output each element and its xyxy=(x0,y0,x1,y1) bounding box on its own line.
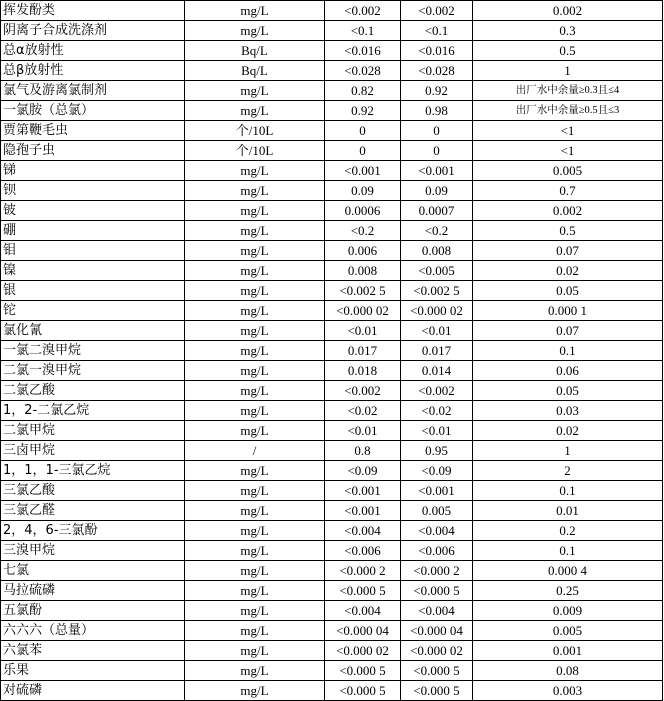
item-name-cell: 五氯酚 xyxy=(1,601,185,621)
limit-value-cell: 0.005 xyxy=(473,621,663,641)
measured-value-2-cell: <0.01 xyxy=(401,321,473,341)
item-name-cell: 六氯苯 xyxy=(1,641,185,661)
measured-value-1-cell: <0.002 xyxy=(325,381,401,401)
unit-cell: mg/L xyxy=(185,281,325,301)
unit-cell: mg/L xyxy=(185,621,325,641)
item-name-cell: 贾第鞭毛虫 xyxy=(1,121,185,141)
limit-value-cell: 0.1 xyxy=(473,541,663,561)
unit-cell: Bq/L xyxy=(185,41,325,61)
limit-value-cell: 0.05 xyxy=(473,281,663,301)
item-name-cell: 硼 xyxy=(1,221,185,241)
unit-cell: mg/L xyxy=(185,181,325,201)
unit-cell: mg/L xyxy=(185,581,325,601)
measured-value-2-cell: <0.000 04 xyxy=(401,621,473,641)
measured-value-2-cell: <0.002 xyxy=(401,1,473,21)
measured-value-1-cell: <0.000 02 xyxy=(325,641,401,661)
measured-value-2-cell: 0 xyxy=(401,141,473,161)
unit-cell: mg/L xyxy=(185,561,325,581)
measured-value-2-cell: <0.000 2 xyxy=(401,561,473,581)
unit-cell: mg/L xyxy=(185,541,325,561)
table-row xyxy=(1,341,663,361)
measured-value-1-cell: 0.017 xyxy=(325,341,401,361)
measured-value-1-cell: <0.000 5 xyxy=(325,581,401,601)
unit-cell: mg/L xyxy=(185,481,325,501)
measured-value-1-cell: 0.92 xyxy=(325,101,401,121)
limit-value-cell: 出厂水中余量≥0.5且≤3 xyxy=(473,101,663,121)
item-name-cell: 2，4，6-三氯酚 xyxy=(1,521,185,541)
measured-value-2-cell: <0.02 xyxy=(401,401,473,421)
table-row xyxy=(1,501,663,521)
item-name-cell: 氯化氰 xyxy=(1,321,185,341)
limit-value-cell: 0.009 xyxy=(473,601,663,621)
limit-value-cell: <1 xyxy=(473,141,663,161)
measured-value-2-cell: <0.2 xyxy=(401,221,473,241)
measured-value-2-cell: 0.0007 xyxy=(401,201,473,221)
measured-value-1-cell: <0.028 xyxy=(325,61,401,81)
unit-cell: mg/L xyxy=(185,301,325,321)
item-name-cell: 二氯甲烷 xyxy=(1,421,185,441)
limit-value-cell: 0.07 xyxy=(473,321,663,341)
table-row xyxy=(1,361,663,381)
unit-cell: mg/L xyxy=(185,1,325,21)
item-name-cell: 1，2-二氯乙烷 xyxy=(1,401,185,421)
unit-cell: mg/L xyxy=(185,241,325,261)
measured-value-2-cell: 0.95 xyxy=(401,441,473,461)
unit-cell: mg/L xyxy=(185,161,325,181)
table-row xyxy=(1,141,663,161)
limit-value-cell: 0.25 xyxy=(473,581,663,601)
measured-value-2-cell: 0.09 xyxy=(401,181,473,201)
unit-cell: mg/L xyxy=(185,261,325,281)
measured-value-1-cell: 0.0006 xyxy=(325,201,401,221)
measured-value-1-cell: <0.001 xyxy=(325,481,401,501)
limit-value-cell: 0.1 xyxy=(473,341,663,361)
item-name-cell: 三氯乙醛 xyxy=(1,501,185,521)
item-name-cell: 铊 xyxy=(1,301,185,321)
limit-value-cell: 0.3 xyxy=(473,21,663,41)
measured-value-2-cell: 0.005 xyxy=(401,501,473,521)
limit-value-cell: 0.06 xyxy=(473,361,663,381)
table-row xyxy=(1,41,663,61)
table-row xyxy=(1,121,663,141)
table-row xyxy=(1,461,663,481)
limit-value-cell: 0.08 xyxy=(473,661,663,681)
limit-value-cell: 1 xyxy=(473,61,663,81)
limit-value-cell: 2 xyxy=(473,461,663,481)
measured-value-2-cell: 0.008 xyxy=(401,241,473,261)
table-row xyxy=(1,441,663,461)
limit-value-cell: 0.002 xyxy=(473,201,663,221)
measured-value-1-cell: 0.018 xyxy=(325,361,401,381)
item-name-cell: 二氯乙酸 xyxy=(1,381,185,401)
item-name-cell: 挥发酚类 xyxy=(1,1,185,21)
measured-value-2-cell: <0.002 5 xyxy=(401,281,473,301)
measured-value-1-cell: <0.1 xyxy=(325,21,401,41)
unit-cell: 个/10L xyxy=(185,121,325,141)
measured-value-2-cell: <0.000 02 xyxy=(401,641,473,661)
unit-cell: mg/L xyxy=(185,501,325,521)
item-name-cell: 钡 xyxy=(1,181,185,201)
table-row xyxy=(1,101,663,121)
table-row xyxy=(1,1,663,21)
table-row xyxy=(1,61,663,81)
limit-value-cell: 0.7 xyxy=(473,181,663,201)
measured-value-1-cell: <0.000 5 xyxy=(325,661,401,681)
table-row xyxy=(1,321,663,341)
measured-value-1-cell: <0.01 xyxy=(325,421,401,441)
measured-value-2-cell: 0.98 xyxy=(401,101,473,121)
table-row xyxy=(1,661,663,681)
item-name-cell: 隐孢子虫 xyxy=(1,141,185,161)
item-name-cell: 三卤甲烷 xyxy=(1,441,185,461)
item-name-cell: 钼 xyxy=(1,241,185,261)
unit-cell: mg/L xyxy=(185,101,325,121)
table-row xyxy=(1,541,663,561)
table-row xyxy=(1,181,663,201)
table-row xyxy=(1,161,663,181)
limit-value-cell: 0.000 4 xyxy=(473,561,663,581)
unit-cell: Bq/L xyxy=(185,61,325,81)
item-name-cell: 六六六（总量） xyxy=(1,621,185,641)
item-name-cell: 对硫磷 xyxy=(1,681,185,701)
item-name-cell: 锑 xyxy=(1,161,185,181)
measured-value-1-cell: <0.02 xyxy=(325,401,401,421)
measured-value-1-cell: <0.001 xyxy=(325,501,401,521)
table-row xyxy=(1,561,663,581)
item-name-cell: 总α放射性 xyxy=(1,41,185,61)
measured-value-2-cell: <0.1 xyxy=(401,21,473,41)
table-row xyxy=(1,241,663,261)
item-name-cell: 马拉硫磷 xyxy=(1,581,185,601)
unit-cell: mg/L xyxy=(185,201,325,221)
unit-cell: mg/L xyxy=(185,21,325,41)
unit-cell: mg/L xyxy=(185,601,325,621)
table-row xyxy=(1,401,663,421)
item-name-cell: 七氯 xyxy=(1,561,185,581)
measured-value-1-cell: <0.016 xyxy=(325,41,401,61)
measured-value-2-cell: <0.001 xyxy=(401,481,473,501)
measured-value-2-cell: 0.014 xyxy=(401,361,473,381)
limit-value-cell: 0.5 xyxy=(473,41,663,61)
measured-value-1-cell: <0.006 xyxy=(325,541,401,561)
measured-value-1-cell: 0.006 xyxy=(325,241,401,261)
item-name-cell: 镍 xyxy=(1,261,185,281)
measured-value-1-cell: <0.002 5 xyxy=(325,281,401,301)
table-row xyxy=(1,201,663,221)
measured-value-1-cell: 0 xyxy=(325,141,401,161)
limit-value-cell: 0.02 xyxy=(473,261,663,281)
measured-value-2-cell: <0.005 xyxy=(401,261,473,281)
table-row xyxy=(1,301,663,321)
measured-value-2-cell: <0.000 5 xyxy=(401,681,473,701)
measured-value-2-cell: 0.017 xyxy=(401,341,473,361)
table-row xyxy=(1,621,663,641)
item-name-cell: 三氯乙酸 xyxy=(1,481,185,501)
measured-value-2-cell: <0.002 xyxy=(401,381,473,401)
table-row xyxy=(1,601,663,621)
measured-value-2-cell: <0.01 xyxy=(401,421,473,441)
measured-value-2-cell: <0.09 xyxy=(401,461,473,481)
table-row xyxy=(1,221,663,241)
table-row xyxy=(1,581,663,601)
unit-cell: 个/10L xyxy=(185,141,325,161)
table-row xyxy=(1,381,663,401)
table-row xyxy=(1,21,663,41)
measured-value-1-cell: 0.09 xyxy=(325,181,401,201)
limit-value-cell: 出厂水中余量≥0.3且≤4 xyxy=(473,81,663,101)
table-row xyxy=(1,521,663,541)
measured-value-2-cell: 0.92 xyxy=(401,81,473,101)
limit-value-cell: 0.5 xyxy=(473,221,663,241)
unit-cell: / xyxy=(185,441,325,461)
measured-value-1-cell: <0.001 xyxy=(325,161,401,181)
limit-value-cell: 0.02 xyxy=(473,421,663,441)
limit-value-cell: 0.002 xyxy=(473,1,663,21)
limit-value-cell: 0.005 xyxy=(473,161,663,181)
measured-value-1-cell: <0.004 xyxy=(325,521,401,541)
measured-value-2-cell: <0.000 02 xyxy=(401,301,473,321)
measured-value-1-cell: <0.01 xyxy=(325,321,401,341)
measured-value-1-cell: <0.000 02 xyxy=(325,301,401,321)
table-row xyxy=(1,81,663,101)
item-name-cell: 一氯二溴甲烷 xyxy=(1,341,185,361)
limit-value-cell: <1 xyxy=(473,121,663,141)
measured-value-2-cell: <0.001 xyxy=(401,161,473,181)
measured-value-2-cell: <0.000 5 xyxy=(401,661,473,681)
measured-value-1-cell: <0.002 xyxy=(325,1,401,21)
measured-value-1-cell: <0.004 xyxy=(325,601,401,621)
unit-cell: mg/L xyxy=(185,401,325,421)
limit-value-cell: 0.07 xyxy=(473,241,663,261)
limit-value-cell: 0.1 xyxy=(473,481,663,501)
table-row xyxy=(1,641,663,661)
measured-value-2-cell: <0.000 5 xyxy=(401,581,473,601)
measured-value-2-cell: <0.004 xyxy=(401,601,473,621)
measured-value-1-cell: <0.000 5 xyxy=(325,681,401,701)
item-name-cell: 银 xyxy=(1,281,185,301)
item-name-cell: 铍 xyxy=(1,201,185,221)
measured-value-1-cell: 0.008 xyxy=(325,261,401,281)
measured-value-1-cell: <0.000 04 xyxy=(325,621,401,641)
limit-value-cell: 0.03 xyxy=(473,401,663,421)
limit-value-cell: 0.05 xyxy=(473,381,663,401)
limit-value-cell: 0.001 xyxy=(473,641,663,661)
measured-value-2-cell: <0.016 xyxy=(401,41,473,61)
unit-cell: mg/L xyxy=(185,421,325,441)
measured-value-2-cell: 0 xyxy=(401,121,473,141)
limit-value-cell: 1 xyxy=(473,441,663,461)
measured-value-1-cell: <0.000 2 xyxy=(325,561,401,581)
measured-value-1-cell: 0.8 xyxy=(325,441,401,461)
item-name-cell: 三溴甲烷 xyxy=(1,541,185,561)
unit-cell: mg/L xyxy=(185,461,325,481)
table-row xyxy=(1,481,663,501)
measured-value-2-cell: <0.004 xyxy=(401,521,473,541)
item-name-cell: 氯气及游离氯制剂 xyxy=(1,81,185,101)
limit-value-cell: 0.000 1 xyxy=(473,301,663,321)
unit-cell: mg/L xyxy=(185,221,325,241)
item-name-cell: 二氯一溴甲烷 xyxy=(1,361,185,381)
unit-cell: mg/L xyxy=(185,681,325,701)
limit-value-cell: 0.01 xyxy=(473,501,663,521)
limit-value-cell: 0.003 xyxy=(473,681,663,701)
item-name-cell: 一氯胺（总氯） xyxy=(1,101,185,121)
measured-value-1-cell: 0.82 xyxy=(325,81,401,101)
unit-cell: mg/L xyxy=(185,361,325,381)
unit-cell: mg/L xyxy=(185,641,325,661)
item-name-cell: 阴离子合成洗涤剂 xyxy=(1,21,185,41)
unit-cell: mg/L xyxy=(185,521,325,541)
water-quality-table-body xyxy=(1,1,663,701)
unit-cell: mg/L xyxy=(185,381,325,401)
table-row xyxy=(1,281,663,301)
item-name-cell: 总β放射性 xyxy=(1,61,185,81)
unit-cell: mg/L xyxy=(185,661,325,681)
measured-value-1-cell: <0.09 xyxy=(325,461,401,481)
limit-value-cell: 0.2 xyxy=(473,521,663,541)
table-row xyxy=(1,421,663,441)
table-row xyxy=(1,261,663,281)
measured-value-2-cell: <0.006 xyxy=(401,541,473,561)
unit-cell: mg/L xyxy=(185,341,325,361)
item-name-cell: 乐果 xyxy=(1,661,185,681)
measured-value-1-cell: 0 xyxy=(325,121,401,141)
unit-cell: mg/L xyxy=(185,321,325,341)
item-name-cell: 1，1，1-三氯乙烷 xyxy=(1,461,185,481)
unit-cell: mg/L xyxy=(185,81,325,101)
measured-value-2-cell: <0.028 xyxy=(401,61,473,81)
measured-value-1-cell: <0.2 xyxy=(325,221,401,241)
